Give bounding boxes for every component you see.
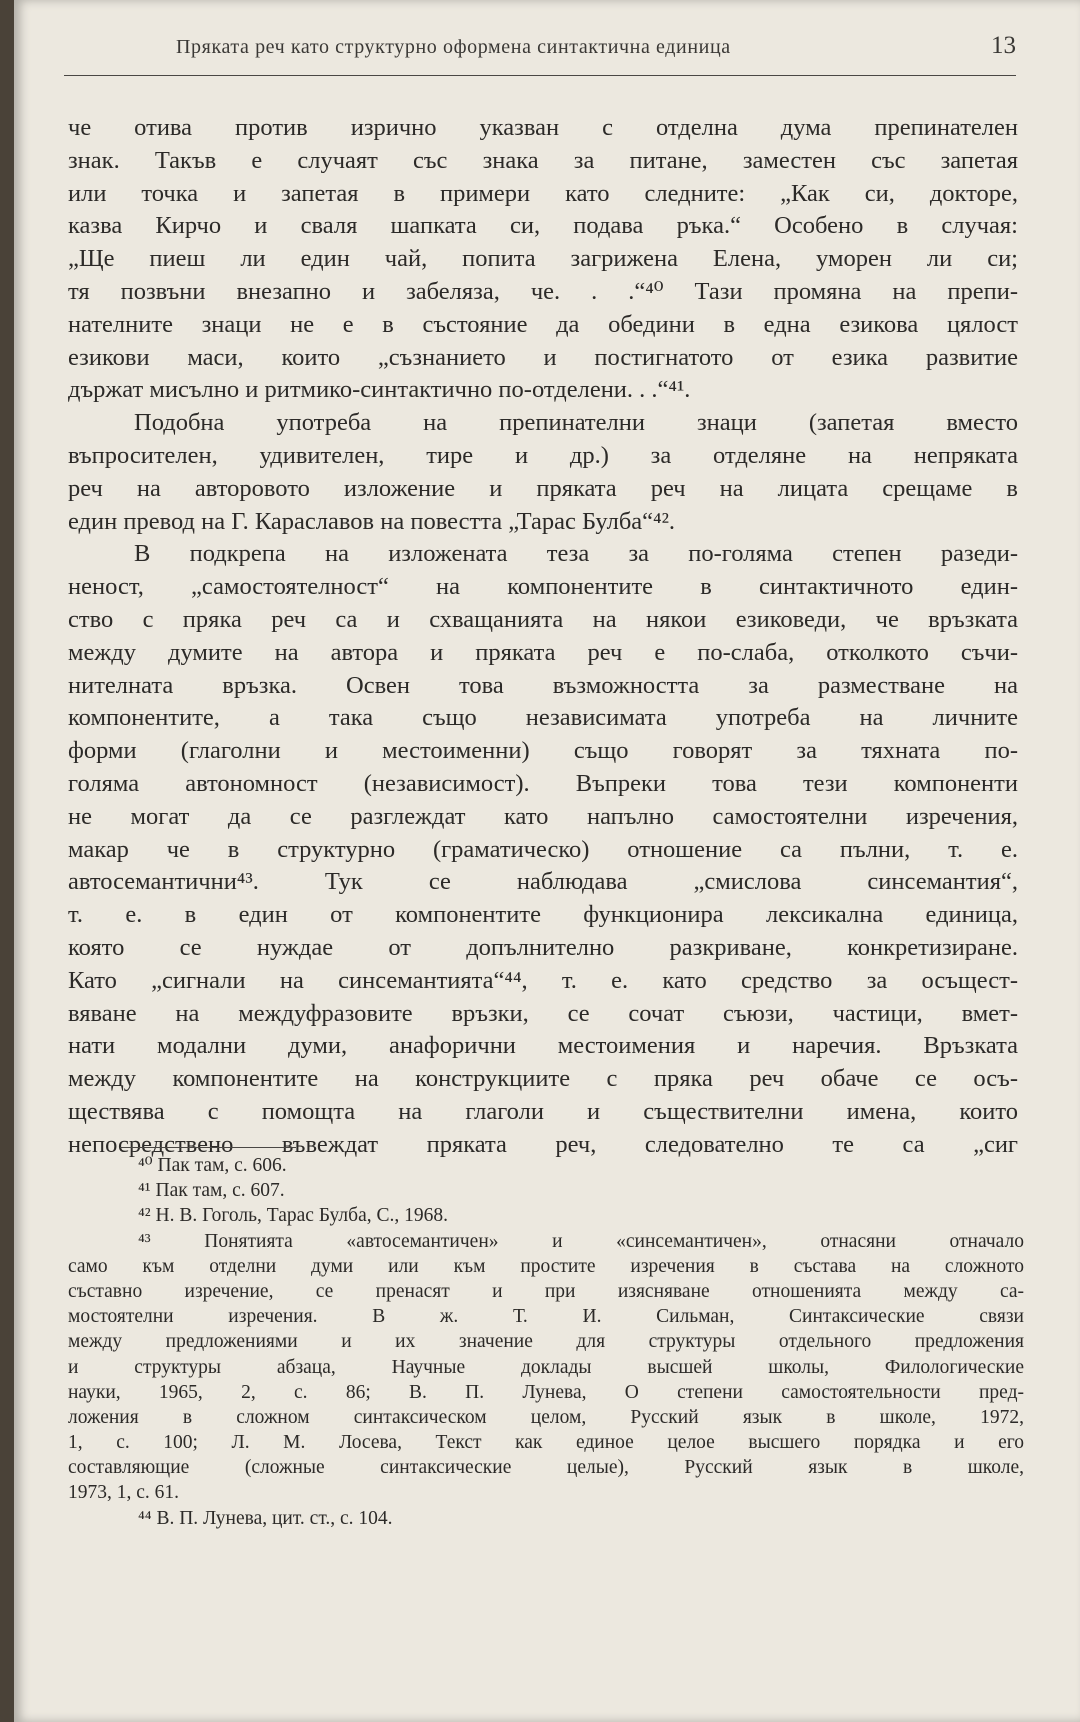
footnotes (68, 1153, 1024, 1531)
footnote-line: 1, с. 100; Л. М. Лосева, Текст как единое целое высшего порядка и его (68, 1432, 1024, 1454)
text-line: ществява с помощта на глаголи и съществителни имена, които (68, 1097, 1018, 1125)
footnote-line: мостоятелни изречения. В ж. Т. И. Сильман, Синтаксические связи (68, 1306, 1024, 1328)
footnote-line: ⁴¹ Пак там, с. 607. (138, 1180, 285, 1202)
text-line: „Ще пиеш ли един чай, попита загрижена Елена, уморен ли си; (68, 245, 1018, 273)
text-line: вяване на междуфразовите връзки, се сочат съюзи, частици, вмет- (68, 999, 1018, 1027)
footnote-line: съставно изречение, се пренасят и при изясняване отношенията между са- (68, 1280, 1024, 1302)
page-header (64, 32, 1016, 66)
footnote-line: ⁴² Н. В. Гоголь, Тарас Булба, С., 1968. (138, 1205, 448, 1227)
footnote-line: и структуры абзаца, Научные доклады высшей школы, Филологические (68, 1356, 1024, 1378)
text-line: макар че в структурно (граматическо) отношение са пълни, т. е. (68, 835, 1018, 863)
footnote-rule (120, 1147, 296, 1148)
text-line: езикови маси, които „съзнанието и постигнатото от езика развитие (68, 343, 1018, 371)
text-line: знак. Такъв е случаят със знака за питане, заместен със запетая (68, 146, 1018, 174)
footnote-line: ⁴⁴ В. П. Лунева, цит. ст., с. 104. (138, 1507, 393, 1529)
text-line: или точка и запетая в примери като следните: „Как си, докторе, (68, 179, 1018, 207)
running-head: Пряката реч като структурно оформена синтактична единица (176, 36, 731, 58)
footnote-line: ⁴⁰ Пак там, с. 606. (138, 1155, 287, 1176)
book-page (14, 0, 1080, 1722)
text-line: между думите на автора и пряката реч е по-слаба, отколкото съчи- (68, 638, 1018, 666)
text-line: т. е. в един от компонентите функционира лексикална единица, (68, 901, 1018, 929)
page-number: 13 (991, 32, 1016, 59)
text-line: не могат да се разглеждат като напълно самостоятелни изречения, (68, 802, 1018, 830)
text-line: автосемантични⁴³. Тук се наблюдава „смислова синсемантия“, (68, 868, 1018, 896)
footnote-line: ⁴³ Понятията «автосемантичен» и «синсемантичен», отнасяни отначало (138, 1230, 1024, 1252)
text-line: неност, „самостоятелност“ на компонентите в синтактичното един- (68, 573, 1018, 601)
text-line: нати модални думи, анафорични местоимения и наречия. Връзката (68, 1032, 1018, 1060)
footnote-line: ложения в сложном синтаксическом целом, Русский язык в школе, 1972, (68, 1406, 1024, 1428)
text-line: форми (глаголни и местоименни) също говорят за тяхната по- (68, 737, 1018, 765)
text-line: казва Кирчо и сваля шапката си, подава ръка.“ Особено в случая: (68, 212, 1018, 240)
text-line: нателните знаци не е в състояние да обедини в една езикова цялост (68, 310, 1018, 338)
footnote-line: само към отделни думи или към простите изречения в състава на сложното (68, 1255, 1024, 1277)
text-line: един превод на Г. Караславов на повестта „Тарас Булба“⁴². (68, 507, 676, 535)
text-line: Като „сигнали на синсемантията“⁴⁴, т. е. като средство за осъщест- (68, 966, 1018, 994)
text-line: между компонентите на конструкциите с пряка реч обаче се осъ- (68, 1065, 1018, 1093)
footnote-line: составляющие (сложные синтаксические целые), Русский язык в школе, (68, 1457, 1024, 1479)
text-line: че отива против изрично указван с отделна дума препинателен (68, 114, 1018, 141)
text-line: нителната връзка. Освен това възможността за разместване на (68, 671, 1018, 699)
text-line: компонентите, а така също независимата употреба на личните (68, 704, 1018, 732)
text-line: ство с пряка реч са и схващанията на някои езиковеди, че връзката (68, 605, 1018, 633)
main-text (68, 112, 1018, 1162)
text-line: въпросителен, удивителен, тире и др.) за отделяне на непряката (68, 441, 1018, 469)
text-line: В подкрепа на изложената теза за по-голяма степен разеди- (134, 540, 1018, 568)
text-line: голяма автономност (независимост). Въпреки това тези компоненти (68, 769, 1018, 797)
footnote-line: 1973, 1, с. 61. (68, 1482, 180, 1504)
text-line: държат мисълно и ритмико-синтактично по-отделени. . .“⁴¹. (68, 376, 691, 404)
footnote-line: между предложениями и их значение для структуры отдельного предложения (68, 1331, 1024, 1353)
text-line: която се нуждае от допълнително разкриване, конкретизиране. (68, 933, 1018, 961)
text-line: непосредствено въвеждат пряката реч, следователно те са „сиг (68, 1130, 1018, 1158)
text-line: реч на авторовото изложение и пряката реч на лицата срещаме в (68, 474, 1018, 502)
text-line: тя позвъни внезапно и забеляза, че. . .“⁴⁰ Тази промяна на препи- (68, 277, 1018, 305)
text-line: Подобна употреба на препинателни знаци (запетая вместо (134, 409, 1018, 437)
header-rule (64, 75, 1016, 76)
footnote-line: науки, 1965, 2, с. 86; В. П. Лунева, О степени самостоятельности пред- (68, 1381, 1024, 1403)
